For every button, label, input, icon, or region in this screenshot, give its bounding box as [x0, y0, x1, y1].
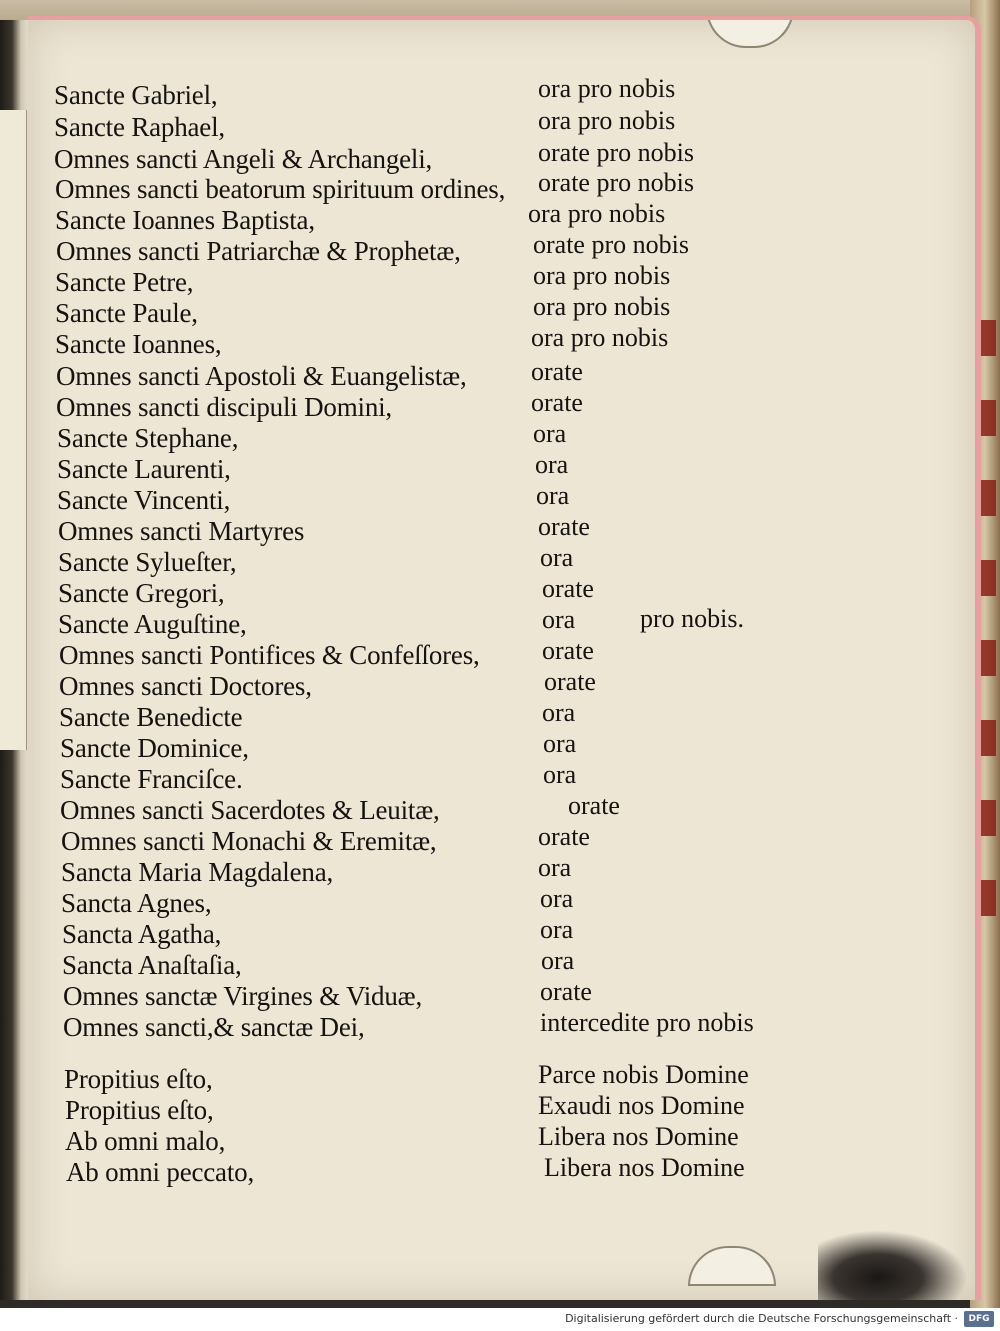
- response-text: orate: [544, 667, 596, 696]
- response-text: orate: [531, 357, 583, 386]
- litany-row: [28, 357, 975, 393]
- litany-row: [28, 1122, 975, 1158]
- invocation-text: Sancte Vincenti,: [57, 485, 231, 515]
- response-text: ora pro nobis: [533, 261, 671, 290]
- response-text: Libera nos Domine: [544, 1153, 745, 1182]
- response-text: ora pro nobis: [533, 292, 671, 321]
- invocation-text: Omnes sancti beatorum spirituum ordines,: [55, 174, 506, 204]
- response-text: ora: [533, 419, 567, 448]
- response-text: ora pro nobis: [531, 323, 669, 352]
- invocation-text: Propitius eſto,: [65, 1095, 214, 1125]
- response-text: orate: [531, 388, 583, 417]
- invocation-text: Omnes sancti Apostoli & Euangelistæ,: [56, 361, 467, 391]
- invocation-text: Sancte Sylueſter,: [58, 547, 237, 577]
- invocation-text: Sancte Benedicte: [59, 702, 243, 732]
- litany-row: [28, 574, 975, 610]
- litany-row: [28, 1008, 975, 1044]
- litany-row: [28, 853, 975, 889]
- clasp-tab-bottom: [688, 1246, 776, 1286]
- litany-row: [28, 1153, 975, 1189]
- litany-row: [28, 698, 975, 734]
- litany-row: [28, 1060, 975, 1096]
- response-text: intercedite pro nobis: [540, 1008, 754, 1037]
- response-text: ora: [542, 605, 576, 634]
- invocation-text: Sancta Agnes,: [61, 888, 212, 918]
- response-text: ora: [540, 884, 574, 913]
- invocation-text: Sancte Franciſce.: [60, 764, 243, 794]
- invocation-text: Sancte Dominice,: [60, 733, 249, 763]
- invocation-text: Omnes sancti Martyres: [58, 516, 305, 546]
- footer-bar: [0, 1308, 1000, 1331]
- litany-row: [28, 481, 975, 517]
- litany-row: [28, 450, 975, 486]
- invocation-text: Omnes sancti,& sanctæ Dei,: [63, 1012, 365, 1042]
- ink-stain: [818, 1230, 968, 1300]
- invocation-text: Propitius eſto,: [64, 1064, 213, 1094]
- litany-row: [28, 791, 975, 827]
- litany-row: [28, 512, 975, 548]
- response-text: ora: [535, 450, 569, 479]
- litany-row: [28, 543, 975, 579]
- litany-row: [28, 106, 975, 144]
- litany-row: [28, 261, 975, 299]
- response-text: Exaudi nos Domine: [538, 1091, 745, 1120]
- litany-row: [28, 977, 975, 1013]
- response-text: ora: [542, 698, 576, 727]
- litany-row: [28, 822, 975, 858]
- response-text: orate: [542, 636, 594, 665]
- litany-row: [28, 199, 975, 237]
- shared-response: pro nobis.: [640, 604, 744, 633]
- response-text: ora pro nobis: [528, 199, 666, 228]
- invocation-text: Sancte Ioannes,: [55, 329, 222, 359]
- response-text: orate pro nobis: [538, 138, 694, 167]
- invocation-text: Omnes sancti Doctores,: [59, 671, 312, 701]
- litany-row: [28, 1091, 975, 1127]
- response-text: orate pro nobis: [533, 230, 689, 259]
- invocation-text: Sancte Stephane,: [57, 423, 239, 453]
- invocation-text: Omnes sancti Monachi & Eremitæ,: [61, 826, 437, 856]
- litany-row: [28, 292, 975, 330]
- invocation-text: Sancte Raphael,: [54, 112, 225, 142]
- response-text: Libera nos Domine: [538, 1122, 739, 1151]
- litany-row: [28, 605, 975, 641]
- invocation-text: Ab omni malo,: [65, 1126, 226, 1156]
- litany-row: [28, 323, 975, 361]
- invocation-text: Omnes sancti discipuli Domini,: [56, 392, 392, 422]
- response-text: ora: [540, 543, 574, 572]
- response-text: ora pro nobis: [538, 74, 676, 103]
- clasp-tab-top: [706, 16, 794, 48]
- invocation-text: Omnes sancti Pontifices & Confeſſores,: [59, 640, 480, 670]
- response-text: ora pro nobis: [538, 106, 676, 135]
- litany-row: [28, 419, 975, 455]
- response-text: ora: [543, 729, 577, 758]
- response-text: ora: [540, 915, 574, 944]
- invocation-text: Ab omni peccato,: [66, 1157, 254, 1187]
- previous-page-edge: [0, 110, 27, 750]
- response-text: orate: [540, 977, 592, 1006]
- invocation-text: Sancte Auguſtine,: [58, 609, 247, 639]
- invocation-text: Omnes sancti Patriarchæ & Prophetæ,: [56, 236, 461, 266]
- invocation-text: Sancte Petre,: [55, 267, 194, 297]
- response-text: Parce nobis Domine: [538, 1060, 749, 1089]
- response-text: ora: [538, 853, 572, 882]
- response-text: ora: [541, 946, 575, 975]
- invocation-text: Sancte Laurenti,: [57, 454, 231, 484]
- litany-row: [28, 230, 975, 268]
- litany-row: [28, 884, 975, 920]
- litany-row: [28, 667, 975, 703]
- response-text: ora: [543, 760, 577, 789]
- invocation-text: Omnes sanctæ Virgines & Viduæ,: [63, 981, 423, 1011]
- litany-row: [28, 74, 975, 112]
- invocation-text: Sancte Ioannes Baptista,: [55, 205, 315, 235]
- response-text: orate: [538, 822, 590, 851]
- book-page: [28, 16, 981, 1300]
- response-text: orate: [568, 791, 620, 820]
- litany-row: [28, 388, 975, 424]
- litany-row: [28, 760, 975, 796]
- invocation-text: Sancte Gabriel,: [54, 80, 218, 110]
- invocation-text: Sancta Maria Magdalena,: [61, 857, 334, 887]
- litany-row: [28, 915, 975, 951]
- invocation-text: Sancta Anaſtaſia,: [62, 950, 242, 980]
- dfg-logo-icon: DFG: [964, 1311, 994, 1327]
- invocation-text: Omnes sancti Angeli & Archangeli,: [54, 144, 433, 174]
- litany-row: [28, 946, 975, 982]
- litany-row: [28, 168, 975, 206]
- response-text: orate: [538, 512, 590, 541]
- invocation-text: Sancte Paule,: [55, 298, 198, 328]
- response-text: orate pro nobis: [538, 168, 694, 197]
- invocation-text: Omnes sancti Sacerdotes & Leuitæ,: [60, 795, 440, 825]
- funding-credit: Digitalisierung gefördert durch die Deutsche Forschungsgemeinschaft ·: [565, 1312, 958, 1325]
- invocation-text: Sancte Gregori,: [58, 578, 225, 608]
- invocation-text: Sancta Agatha,: [62, 919, 222, 949]
- litany-row: [28, 636, 975, 672]
- response-text: ora: [536, 481, 570, 510]
- litany-row: [28, 138, 975, 176]
- litany-row: [28, 729, 975, 765]
- response-text: orate: [542, 574, 594, 603]
